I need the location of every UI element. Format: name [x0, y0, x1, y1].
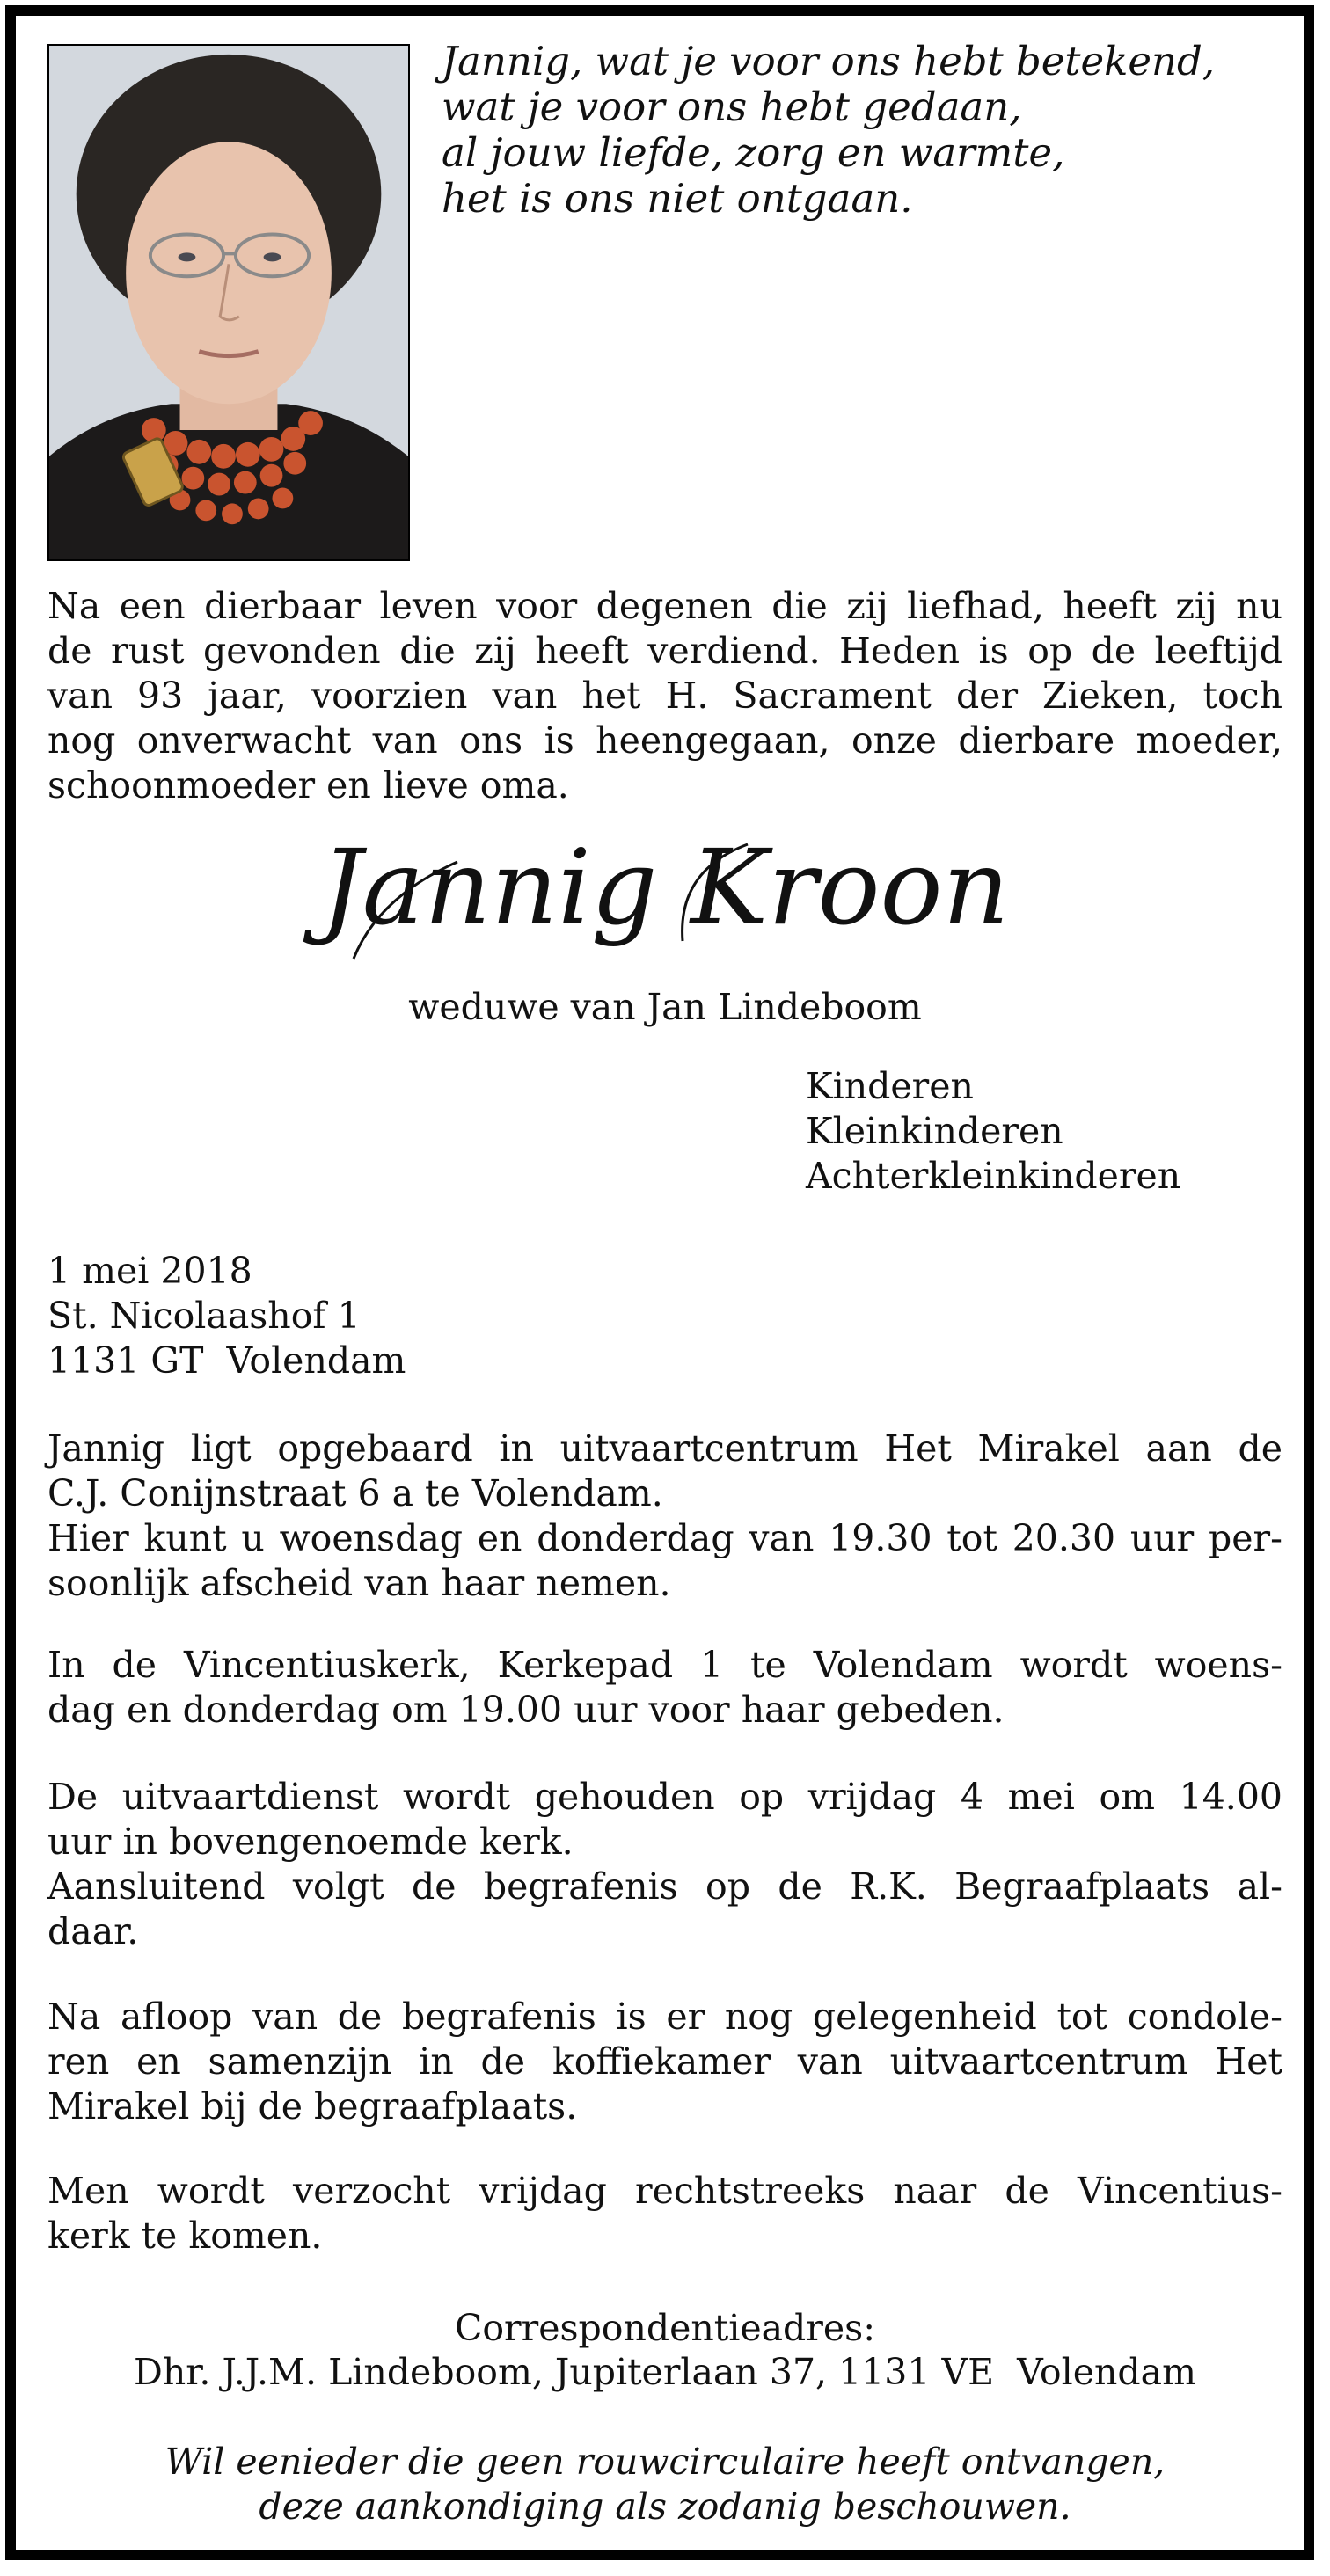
text-line: Jannig ligt opgebaard in uitvaartcentrum Het Mirakel aan de — [48, 1427, 1282, 1470]
intro-line: schoonmoeder en lieve oma. — [48, 764, 569, 806]
deceased-name — [0, 809, 1330, 985]
family-list — [806, 1064, 1180, 1199]
intro-line: Na een dierbaar leven voor degenen die zij liefhad, heeft zij nu — [48, 585, 1282, 627]
address-line: St. Nicolaashof 1 — [48, 1295, 361, 1337]
poem-line: Jannig, wat je voor ons hebt betekend, — [442, 38, 1216, 84]
text-line: ren en samenzijn in de koffiekamer van uitvaartcentrum Het — [48, 2040, 1282, 2083]
correspondence-label: Correspondentieadres: — [454, 2307, 876, 2349]
text-line: uur in bovengenoemde kerk. — [48, 1821, 574, 1863]
poem-line: wat je voor ons hebt gedaan, — [442, 84, 1022, 130]
family-item: Kinderen — [806, 1065, 974, 1107]
text-line: kerk te komen. — [48, 2215, 323, 2257]
text-line: Mirakel bij de begraafplaats. — [48, 2085, 578, 2127]
memorial-poem — [442, 39, 1286, 222]
widow-of: weduwe van Jan Lindeboom — [408, 986, 922, 1028]
family-item: Kleinkinderen — [806, 1110, 1063, 1152]
intro-line: nog onverwacht van ons is heengegaan, onze dierbare moeder, — [48, 719, 1282, 762]
closing-note — [0, 2440, 1330, 2529]
address-line: 1131 GT Volendam — [48, 1339, 406, 1382]
portrait-photo — [48, 44, 410, 561]
correspondence-address: Dhr. J.J.M. Lindeboom, Jupiterlaan 37, 1131 VE Volendam — [134, 2351, 1196, 2393]
funeral-service-paragraph — [48, 1775, 1282, 1954]
intro-line: van 93 jaar, voorzien van het H. Sacrament der Zieken, toch — [48, 675, 1282, 717]
address-line: 1 mei 2018 — [48, 1250, 252, 1292]
text-line: Men wordt verzocht vrijdag rechtstreeks naar de Vincentius- — [48, 2170, 1282, 2212]
text-line: Hier kunt u woensdag en donderdag van 19.30 tot 20.30 uur per- — [48, 1517, 1282, 1559]
poem-line: het is ons niet ontgaan. — [442, 175, 913, 222]
instruction-paragraph — [48, 2169, 1282, 2259]
text-line: soonlijk afscheid van haar nemen. — [48, 1562, 671, 1604]
text-line: dag en donderdag om 19.00 uur voor haar gebeden. — [48, 1689, 1005, 1731]
text-line: Na afloop van de begrafenis is er nog gelegenheid tot condole- — [48, 1996, 1282, 2038]
text-line: C.J. Conijnstraat 6 a te Volendam. — [48, 1472, 663, 1514]
text-line: De uitvaartdienst wordt gehouden op vrijdag 4 mei om 14.00 — [48, 1776, 1282, 1818]
closing-line: Wil eenieder die geen rouwcirculaire heeft ontvangen, — [164, 2441, 1166, 2483]
deceased-name-text: Jannig Kroon — [320, 827, 1010, 948]
condolence-paragraph — [48, 1995, 1282, 2129]
intro-paragraph — [48, 584, 1282, 808]
closing-line: deze aankondiging als zodanig beschouwen. — [259, 2485, 1071, 2528]
family-item: Achterkleinkinderen — [806, 1155, 1181, 1197]
intro-line: de rust gevonden die zij heeft verdiend. Heden is op de leeftijd — [48, 630, 1282, 672]
text-line: In de Vincentiuskerk, Kerkepad 1 te Volendam wordt woens- — [48, 1644, 1282, 1686]
text-line: daar. — [48, 1910, 139, 1952]
prayer-paragraph — [48, 1643, 1282, 1733]
text-line: Aansluitend volgt de begrafenis op de R.K. Begraafplaats al- — [48, 1865, 1282, 1908]
home-address — [48, 1249, 406, 1383]
portrait-illustration — [49, 46, 408, 559]
viewing-paragraph — [48, 1427, 1282, 1606]
poem-line: al jouw liefde, zorg en warmte, — [442, 129, 1065, 176]
